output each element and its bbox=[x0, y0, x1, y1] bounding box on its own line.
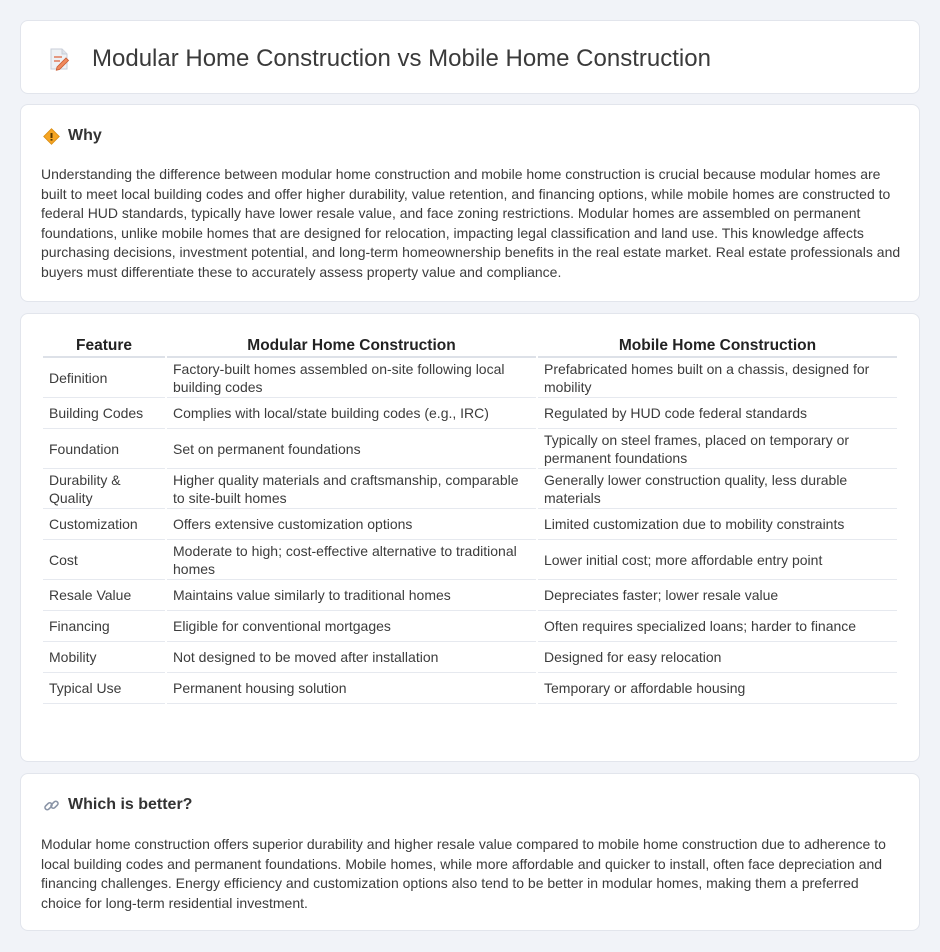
which-better-section bbox=[20, 773, 920, 931]
row-feature: Customization bbox=[43, 509, 165, 540]
comparison-table bbox=[41, 335, 899, 704]
page-title: Modular Home Construction vs Mobile Home Construction bbox=[92, 45, 711, 72]
row-modular: Offers extensive customization options bbox=[167, 509, 536, 540]
header-feature: Feature bbox=[43, 335, 165, 358]
better-heading-text: Which is better? bbox=[68, 796, 193, 813]
row-mobile: Regulated by HUD code federal standards bbox=[538, 398, 897, 429]
row-modular: Set on permanent foundations bbox=[167, 429, 536, 469]
link-icon bbox=[43, 797, 60, 814]
table-header-row bbox=[43, 335, 897, 358]
row-modular: Maintains value similarly to traditional homes bbox=[167, 580, 536, 611]
row-feature: Building Codes bbox=[43, 398, 165, 429]
table-row bbox=[43, 673, 897, 704]
row-modular: Not designed to be moved after installation bbox=[167, 642, 536, 673]
table-row bbox=[43, 398, 897, 429]
row-mobile: Generally lower construction quality, less durable materials bbox=[538, 469, 897, 509]
better-text: Modular home construction offers superior durability and higher resale value compared to mobile home construction due to adherence to local building codes and permanent foundations. Mobile homes, while more affordable and quicker to install, often face depreciation and financing challenges. Energy efficiency and customization options also tend to be better in modular homes, making them a preferred choice for long-term residential investment. bbox=[41, 836, 886, 911]
row-modular: Complies with local/state building codes (e.g., IRC) bbox=[167, 398, 536, 429]
document-edit-icon bbox=[48, 47, 70, 71]
row-mobile: Often requires specialized loans; harder to finance bbox=[538, 611, 897, 642]
table-row bbox=[43, 580, 897, 611]
table-row bbox=[43, 540, 897, 580]
row-modular: Moderate to high; cost-effective alternative to traditional homes bbox=[167, 540, 536, 580]
why-text: Understanding the difference between modular home construction and mobile home construction is crucial because modular homes are built to meet local building codes and offer higher durability, value retention, and financing options, while mobile homes are constructed to federal HUD standards, typically have lower resale value, and face zoning restrictions. Modular homes are assembled on permanent foundations, unlike mobile homes that are designed for relocation, impacting legal classification and land use. This knowledge affects purchasing decisions, investment potential, and long-term homeownership benefits in the real estate market. Real estate professionals and buyers must differentiate these to accurately assess property value and compliance. bbox=[41, 166, 901, 280]
why-heading-text: Why bbox=[68, 127, 102, 144]
header-modular: Modular Home Construction bbox=[167, 335, 536, 358]
row-feature: Durability & Quality bbox=[43, 469, 165, 509]
row-feature: Typical Use bbox=[43, 673, 165, 704]
table-row bbox=[43, 429, 897, 469]
row-modular: Factory-built homes assembled on-site following local building codes bbox=[167, 358, 536, 398]
table-row bbox=[43, 611, 897, 642]
row-feature: Financing bbox=[43, 611, 165, 642]
row-mobile: Prefabricated homes built on a chassis, designed for mobility bbox=[538, 358, 897, 398]
row-mobile: Designed for easy relocation bbox=[538, 642, 897, 673]
row-feature: Cost bbox=[43, 540, 165, 580]
why-heading bbox=[43, 127, 102, 145]
row-mobile: Depreciates faster; lower resale value bbox=[538, 580, 897, 611]
row-mobile: Lower initial cost; more affordable entry point bbox=[538, 540, 897, 580]
better-heading bbox=[43, 796, 192, 814]
row-feature: Mobility bbox=[43, 642, 165, 673]
row-feature: Foundation bbox=[43, 429, 165, 469]
row-mobile: Typically on steel frames, placed on temporary or permanent foundations bbox=[538, 429, 897, 469]
table-row bbox=[43, 358, 897, 398]
diamond-sign-icon bbox=[43, 128, 60, 145]
why-section bbox=[20, 104, 920, 302]
table-row bbox=[43, 642, 897, 673]
row-feature: Resale Value bbox=[43, 580, 165, 611]
header-card bbox=[20, 20, 920, 94]
row-modular: Permanent housing solution bbox=[167, 673, 536, 704]
row-modular: Higher quality materials and craftsmanship, comparable to site-built homes bbox=[167, 469, 536, 509]
comparison-section bbox=[20, 313, 920, 762]
row-mobile: Temporary or affordable housing bbox=[538, 673, 897, 704]
row-modular: Eligible for conventional mortgages bbox=[167, 611, 536, 642]
row-feature: Definition bbox=[43, 358, 165, 398]
table-row bbox=[43, 509, 897, 540]
table-row bbox=[43, 469, 897, 509]
header-mobile: Mobile Home Construction bbox=[538, 335, 897, 358]
row-mobile: Limited customization due to mobility constraints bbox=[538, 509, 897, 540]
